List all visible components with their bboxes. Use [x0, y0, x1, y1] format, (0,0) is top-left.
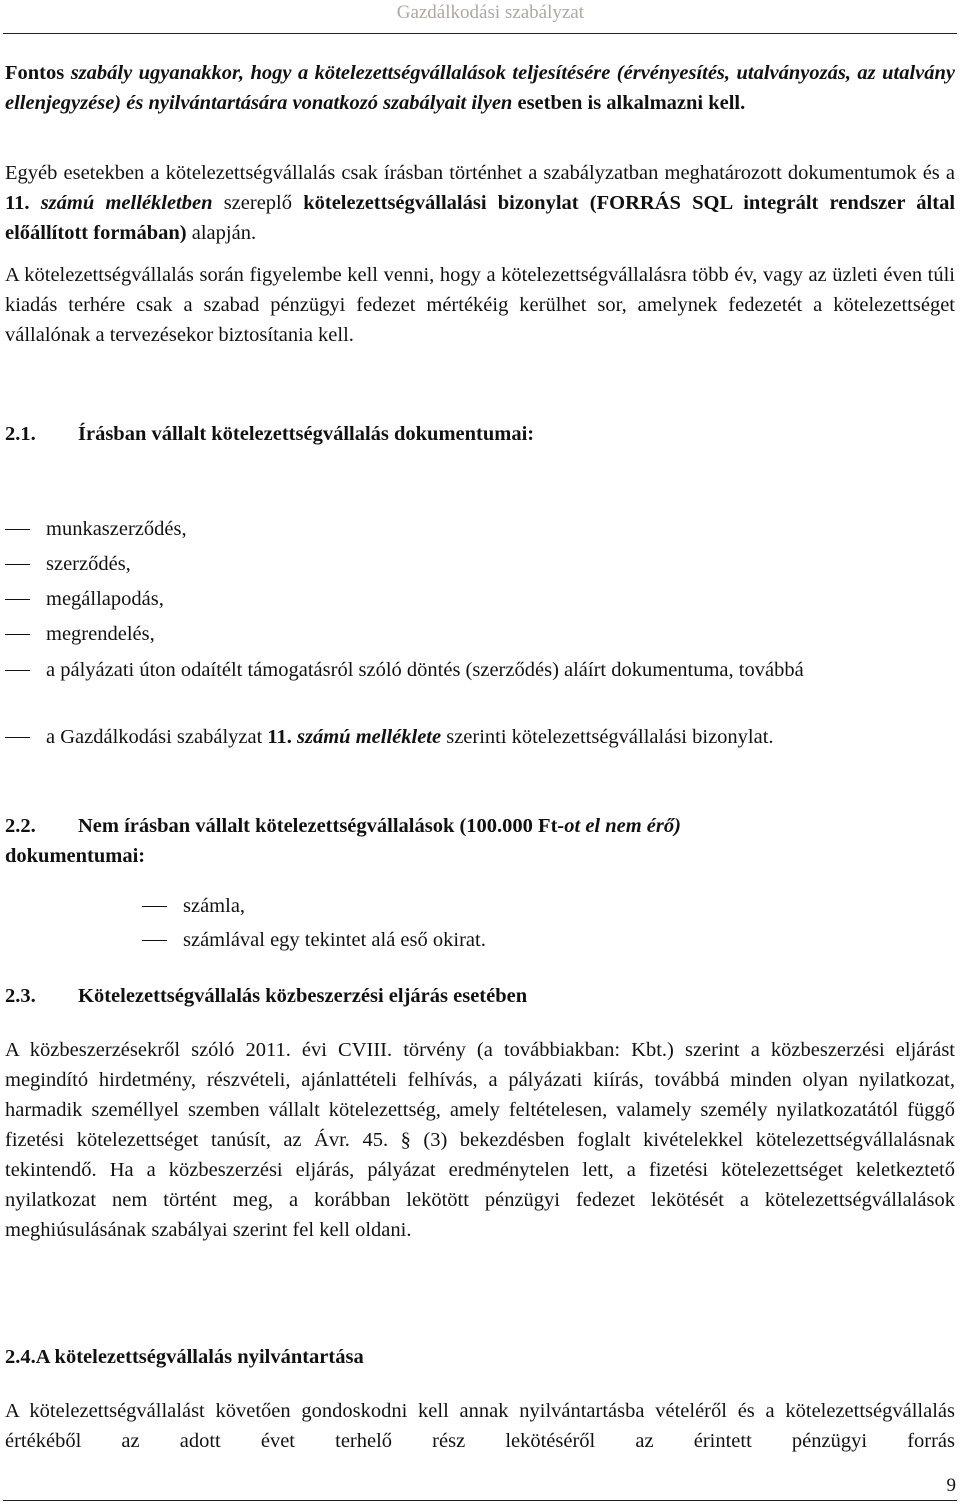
section-heading-2-1 [5, 419, 955, 449]
paragraph-other-cases: Egyéb esetekben a kötelezettségvállalás csak írásban történhet a szabályzatban meghatározott dokumentumok és a 11. számú mellékletben szereplő kötelezettségvállalási bizonylat (FORRÁS SQL integrált rendszer által előállított formában) alapján. [5, 162, 956, 244]
bold-text: Fontos [5, 62, 65, 84]
section-heading-2-4 [5, 1342, 955, 1372]
footer-rule [3, 1500, 957, 1501]
section-heading-2-3 [5, 981, 955, 1011]
dash-bullet-icon [5, 599, 30, 600]
bold-italic-text: szabály ugyanakkor, hogy a kötelezettségvállalások teljesítésére (érvényesítés, utalványozás, az utalvány ellenjegyzése) és nyilvántartására vonatkozó szabályait ilyen [5, 62, 955, 114]
section-number: 2.3. [5, 985, 36, 1007]
section-number: 2.4. [5, 1346, 36, 1368]
list-item: munkaszerződés, [5, 514, 955, 544]
section-title: A kötelezettségvállalás nyilvántartása [35, 1346, 364, 1368]
section-title: Írásban vállalt kötelezettségvállalás dokumentumai: [78, 423, 535, 445]
dash-bullet-icon [5, 670, 30, 671]
section-title: Kötelezettségvállalás közbeszerzési eljárás esetében [78, 985, 528, 1007]
page-number: 9 [946, 1475, 956, 1496]
paragraph-commitment-note: A kötelezettségvállalás során figyelembe kell venni, hogy a kötelezettségvállalásra több év, vagy az üzleti éven túli kiadás terhére csak a szabad pénzügyi fedezet mértékéig kerülhet sor, amelynek fedezetét a kötelezettséget vállalónak a tervezésekor biztosítania kell. [5, 264, 955, 346]
section-number: 2.1. [5, 423, 36, 445]
paragraph-important-rule [5, 58, 955, 118]
dash-bullet-icon [5, 634, 30, 635]
section-heading-2-2: 2.2. Nem írásban vállalt kötelezettségvállalások (100.000 Ft-ot el nem érő) dokumentumai: [5, 811, 955, 871]
dash-bullet-icon [142, 906, 167, 907]
header-rule [3, 33, 957, 34]
dash-bullet-icon [5, 529, 30, 530]
bold-text: esetben is alkalmazni kell. [517, 92, 746, 114]
list-item: megrendelés, [5, 619, 955, 649]
list-item: szerződés, [5, 549, 955, 579]
dash-bullet-icon [5, 564, 30, 565]
dash-bullet-icon [142, 940, 167, 941]
running-header: Gazdálkodási szabályzat [396, 2, 584, 23]
dash-bullet-icon [5, 737, 30, 738]
list-item: számla, [142, 891, 842, 921]
list-item: a pályázati úton odaítélt támogatásról szóló döntés (szerződés) aláírt dokumentuma, továbbá [5, 655, 955, 685]
paragraph-registration: A kötelezettségvállalást követően gondoskodni kell annak nyilvántartásba vételéről és a kötelezettségvállalás értékéből az adott évet terhelő rész lekötéséről az érintett pénzügyi forrás [5, 1400, 955, 1452]
list-item: számlával egy tekintet alá eső okirat. [142, 925, 842, 955]
paragraph-public-procurement: A közbeszerzésekről szóló 2011. évi CVIII. törvény (a továbbiakban: Kbt.) szerint a közbeszerzési eljárást megindító hirdetmény, részvételi, ajánlattételi felhívás, a pályázati kiírás, továbbá minden olyan nyilatkozat, harmadik személlyel szemben vállalt kötelezettség, amely feltételesen, valamely személy nyilatkozatától függő fizetési kötelezettséget tanúsít, az Ávr. 45. § (3) bekezdésben foglalt kivételekkel kötelezettségvállalásnak tekintendő. Ha a közbeszerzési eljárás, pályázat eredménytelen lett, a fizetési kötelezettséget keletkeztető nyilatkozat nem történt meg, a korábban lekötött pénzügyi fedezet lekötését a kötelezettségvállalások meghiúsulásának szabályai szerint fel kell oldani. [5, 1039, 955, 1241]
list-item: a Gazdálkodási szabályzat 11. számú melléklete szerinti kötelezettségvállalási bizonylat. [5, 722, 955, 752]
section-number: 2.2. [5, 815, 36, 837]
list-item: megállapodás, [5, 584, 955, 614]
